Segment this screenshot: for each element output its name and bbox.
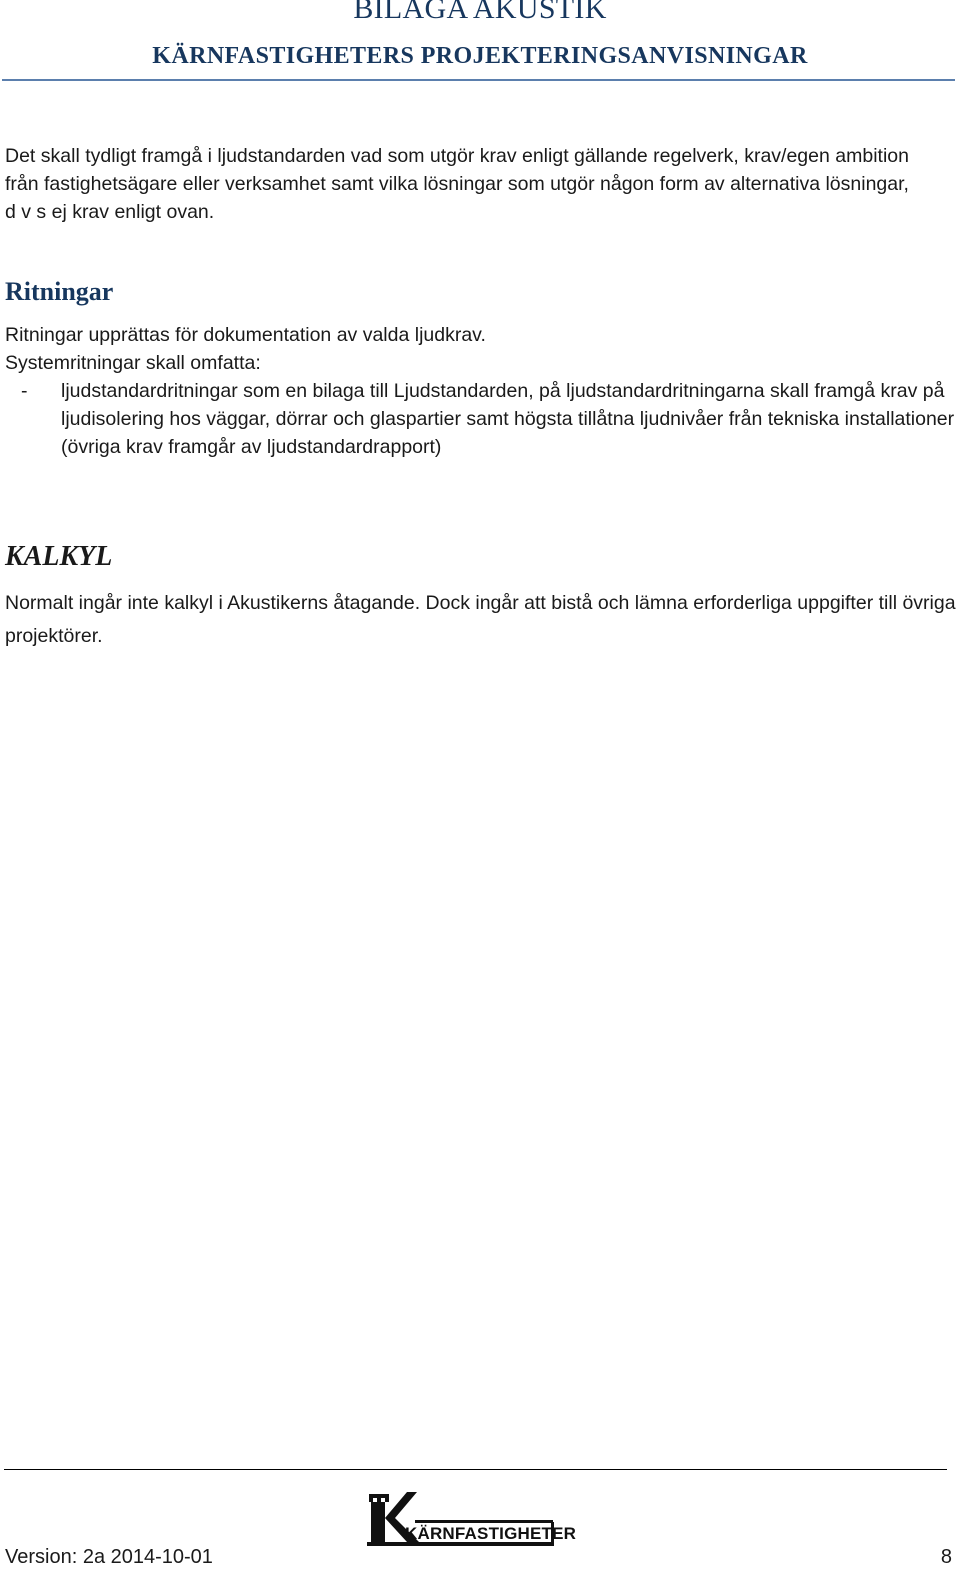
list-item-text: ljudstandardritningar som en bilaga till Ljudstandarden, på ljudstandardritningarna skall framgå krav på ljudisolering hos väggar, dörrar och glaspartier samt högsta tillåtna ljudnivåer från tekniska installationer (övriga krav framgår av ljudstandardrapport) — [61, 380, 955, 458]
header-title: BILAGA AKUSTIK — [353, 0, 607, 25]
logo-graphic — [365, 1488, 577, 1548]
systemritningar-list — [5, 377, 955, 461]
footer-divider — [4, 1469, 947, 1470]
kalkyl-paragraph: Normalt ingår inte kalkyl i Akustikerns åtagande. Dock ingår att bistå och lämna erforderliga uppgifter till övriga projektörer. — [5, 592, 956, 647]
footer-version: Version: 2a 2014-10-01 — [5, 1546, 213, 1568]
section-heading-ritningar: Ritningar — [5, 277, 114, 306]
logo-wordmark: KÄRNFASTIGHETER — [405, 1524, 577, 1543]
footer-page-number: 8 — [940, 1546, 952, 1568]
list-item — [5, 377, 955, 461]
ritningar-line-1: Ritningar upprättas för dokumentation av valda ljudkrav. — [5, 324, 486, 346]
list-bullet: - — [21, 380, 28, 402]
ritningar-paragraph — [5, 321, 945, 377]
header-subtitle: KÄRNFASTIGHETERS PROJEKTERINGSANVISNINGAR — [152, 43, 808, 69]
ritningar-line-2: Systemritningar skall omfatta: — [5, 352, 261, 374]
section-heading-kalkyl: KALKYL — [5, 541, 113, 572]
page-header — [0, 0, 960, 84]
karnfastigheter-logo — [365, 1488, 577, 1548]
intro-paragraph: Det skall tydligt framgå i ljudstandarden vad som utgör krav enligt gällande regelverk, krav/egen ambition från fastighetsägare eller verksamhet samt vilka lösningar som utgör någon form av alternativa lösningar, d v s ej krav enligt ovan. — [5, 145, 909, 223]
header-divider — [2, 79, 955, 81]
